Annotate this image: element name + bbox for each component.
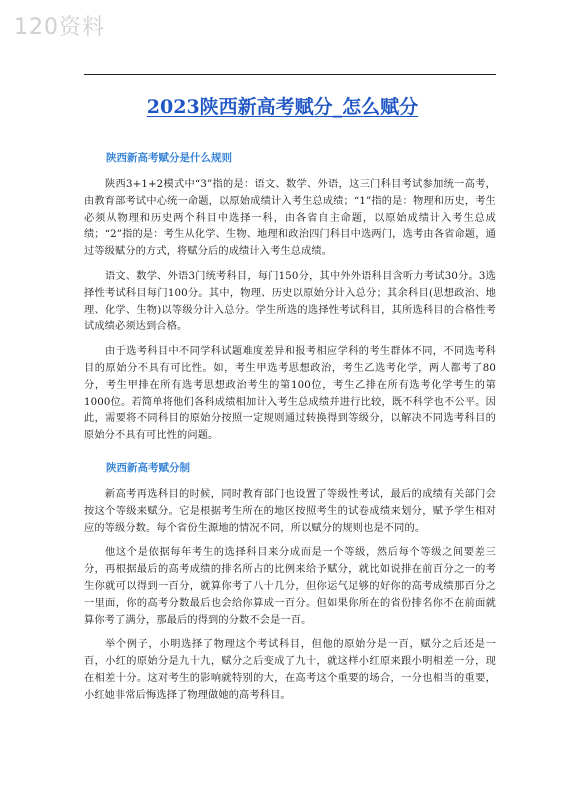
document-body [84, 150, 496, 713]
section-heading: 陕西新高考赋分是什么规则 [106, 152, 232, 164]
paragraph: 陕西3+1+2模式中“3”指的是：语文、数学、外语，这三门科目考试参加统一高考，由教育部考试中心统一命题，以原始成绩计入考生总成绩；“1”指的是：物理和历史，考生必须从物理和历史两个科目中选择一科，由各省自主命题，以原始成绩计入考生总成绩；“2”指的是：考生从化学、生物、地理和政治四门科目中选两门，选考由各省命题，通过等级赋分的方式，将赋分后的成绩计入考生总成绩。 [84, 179, 496, 258]
watermark-logo: 120资料 [14, 15, 105, 40]
document-title: 2023陕西新高考赋分_怎么赋分 [146, 96, 419, 118]
paragraph: 举个例子，小明选择了物理这个考试科目，但他的原始分是一百，赋分之后还是一百，小红的原始分是九十九，赋分之后变成了九十，就这样小红原来跟小明相差一分，现在相差十分。这对考生的影响就特别的大，在高考这个重要的场合，一分也相当的重要，小红她非常后悔选择了物理做她的高考科目。 [84, 639, 496, 701]
section-heading: 陕西新高考赋分制 [106, 461, 190, 474]
section-scoring [84, 460, 496, 705]
paragraph: 新高考再选科目的时候，同时教育部门也设置了等级性考试，最后的成绩有关部门会按这个等级来赋分。它是根据考生所在的地区按照考生的试卷成绩来划分，赋予学生相对应的等级分数。每个省份生源地的情况不同，所以赋分的规则也是不同的。 [84, 488, 496, 534]
paragraph: 由于选考科目中不同学科试题难度差异和报考相应学科的考生群体不同，不同选考科目的原始分不具有可比性。如，考生甲选考思想政治，考生乙选考化学，两人都考了80分，考生甲排在所有选考思想政治考生的第100位，考生乙排在所有选考化学考生的第1000位。若简单将他们各科成绩相加计入考生总成绩并进行比较，既不科学也不公平。因此，需要将不同科目的原始分按照一定规则通过转换得到等级分，以解决不同选考科目的原始分不具有可比性的问题。 [84, 346, 496, 442]
paragraph: 语文、数学、外语3门统考科目，每门150分，其中外外语科目含听力考试30分。3选择性考试科目每门100分。其中，物理、历史以原始分计入总分；其余科目(思想政治、地理、化学、生物)以等级分计入总分。学生所选的选择性考试科目，其所选科目的合格性考试成绩必须达到合格。 [84, 270, 496, 333]
section-rules [84, 150, 496, 445]
paragraph: 他这个是依据每年考生的选择科目来分成而是一个等级，然后每个等级之间要差三分，再根据最后的高考成绩的排名所占的比例来给予赋分，就比如说排在前百分之一的考生你就可以得到一百分，就算你考了八十几分，但你运气足够的好你的高考成绩那百分之一里面，你的高考分数最后也会给你算成一百分。但如果你所在的省份排名你不在前面就算你考了满分，那最后的得到的分数不会是一百。 [84, 547, 496, 626]
header-divider [84, 74, 496, 75]
